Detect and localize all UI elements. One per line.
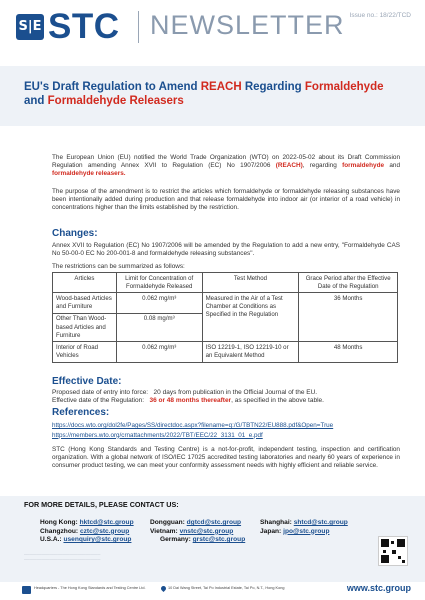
contact-item bbox=[260, 528, 370, 537]
newsletter-header bbox=[0, 0, 425, 62]
contact-item bbox=[150, 519, 260, 528]
title-formaldehyde: Formaldehyde bbox=[304, 81, 384, 93]
contact-region: Vietnam: bbox=[150, 527, 178, 535]
table-cell: 48 Months bbox=[299, 342, 398, 362]
contact-email[interactable]: grstc@stc.group bbox=[192, 536, 246, 544]
contact-region: U.S.A.: bbox=[40, 536, 62, 544]
table-row bbox=[53, 342, 398, 362]
contact-item bbox=[40, 528, 150, 537]
contact-region: Changzhou: bbox=[40, 527, 79, 535]
changes-paragraph: Annex XVII to Regulation (EC) No 1907/2006 will be amended by the Regulation to add a new entry, "Formaldehyde CAS No 50-00-0 EC No 200-001-8 and formaldehyde releasing substances". bbox=[52, 242, 400, 258]
table-cell: Measured in the Air of a Test Chamber at Conditions as Specified in the Regulation bbox=[202, 293, 299, 342]
title-part1: EU's Draft Regulation to Amend bbox=[24, 81, 201, 93]
table-header-row bbox=[53, 273, 398, 293]
changes-heading: Changes: bbox=[52, 228, 98, 239]
qr-code-icon bbox=[378, 536, 408, 566]
contact-row bbox=[40, 536, 370, 545]
intro-text: The European Union (EU) notified the World Trade Organization (WTO) on 2022-05-02 about its Draft Commission Regulation amending Annex XVII to Regulation (EC) No 1907/2006 bbox=[52, 154, 400, 170]
stc-logo-text: STC bbox=[48, 7, 120, 46]
table-header: Test Method bbox=[202, 273, 299, 293]
contact-region: Germany: bbox=[160, 536, 191, 544]
contact-email[interactable]: cztc@stc.group bbox=[79, 527, 130, 535]
table-header: Articles bbox=[53, 273, 117, 293]
contact-email[interactable]: dgtcd@stc.group bbox=[186, 519, 242, 526]
disclaimer-text: ────────────────────────────── ────────────────────────────── bbox=[24, 553, 101, 562]
contact-item bbox=[40, 519, 150, 528]
intro-reach: (REACH) bbox=[275, 162, 303, 170]
contact-row bbox=[40, 528, 370, 537]
reference-link-wto-doc[interactable]: https://docs.wto.org/dol2fe/Pages/SS/directdoc.aspx?filename=q:/G/TBTN22/EU888.pdf&Open=True bbox=[52, 422, 334, 429]
about-stc-paragraph: STC (Hong Kong Standards and Testing Centre) is a not-for-profit, independent testing, inspection and certification organization. With a global network of ISO/IEC 17025 accredited testing laboratories and nearly 60 years of experience in consumer product testing, we can meet your conformity assessment needs with highly efficient and reliable service. bbox=[52, 446, 400, 470]
effective-date-lines bbox=[52, 389, 324, 406]
table-cell: Wood-based Articles and Furniture bbox=[53, 293, 117, 313]
contact-region: Dongguan: bbox=[150, 519, 185, 526]
contact-list bbox=[40, 519, 370, 545]
entry-value: 20 days from publication in the Official Journal of the EU. bbox=[153, 389, 318, 396]
contact-title: FOR MORE DETAILS, PLEASE CONTACT US: bbox=[24, 500, 179, 509]
title-part2: Regarding bbox=[241, 81, 305, 93]
footer-address: 10 Dai Wang Street, Tai Po Industrial Estate, Tai Po, N.T., Hong Kong bbox=[168, 586, 285, 590]
contact-item bbox=[40, 536, 160, 545]
title-releasers: Formaldehyde Releasers bbox=[47, 94, 184, 107]
contact-email[interactable]: hktcd@stc.group bbox=[79, 519, 134, 526]
issue-number: Issue no.: 18/22/TCD bbox=[349, 12, 411, 19]
references-heading: References: bbox=[52, 407, 110, 418]
effective-label: Effective date of the Regulation: bbox=[52, 397, 145, 405]
table-cell: 0.062 mg/m³ bbox=[116, 342, 202, 362]
effective-tail: , as specified in the above table. bbox=[231, 397, 324, 405]
contact-email[interactable]: shtcd@stc.group bbox=[293, 519, 348, 526]
table-cell: Interior of Road Vehicles bbox=[53, 342, 117, 362]
contact-email[interactable]: vnstc@stc.group bbox=[179, 527, 234, 535]
intro-releasers: formaldehyde releasers. bbox=[52, 170, 126, 178]
effective-line bbox=[52, 397, 324, 405]
contact-item bbox=[260, 519, 370, 528]
entry-label: Proposed date of entry into force: bbox=[52, 389, 149, 396]
table-cell: Other Than Wood-based Articles and Furniture bbox=[53, 313, 117, 342]
stc-logo-icon: S|E bbox=[16, 14, 44, 40]
entry-into-force-line bbox=[52, 389, 324, 397]
reference-link-wto-attachment[interactable]: https://members.wto.org/crnattachments/2022/TBT/EEC/22_3131_01_e.pdf bbox=[52, 431, 263, 439]
footer-website-link[interactable]: www.stc.group bbox=[346, 583, 411, 593]
contact-item bbox=[150, 528, 260, 537]
footer-headquarters: Headquarters - The Hong Kong Standards and Testing Centre Ltd. bbox=[34, 586, 146, 590]
newsletter-label: NEWSLETTER bbox=[150, 10, 345, 40]
intro-mid: , regarding bbox=[302, 162, 343, 170]
references-list bbox=[52, 421, 333, 440]
table-cell: 0.08 mg/m³ bbox=[116, 313, 202, 342]
table-header: Grace Period after the Effective Date of the Regulation bbox=[299, 273, 398, 293]
contact-region: Hong Kong: bbox=[40, 519, 78, 526]
purpose-paragraph: The purpose of the amendment is to restrict the articles which formaldehyde or formaldehyde releasing substances have been intentionally added during production and that release formaldehyde into indoor air (or interior of a road vehicle) in concentrations higher than the limits established by the restriction. bbox=[52, 188, 400, 212]
restrictions-intro: The restrictions can be summarized as follows: bbox=[52, 263, 185, 270]
contact-email[interactable]: jpo@stc.group bbox=[283, 527, 330, 535]
table-cell: 0.062 mg/m³ bbox=[116, 293, 202, 313]
intro-and: and bbox=[384, 162, 401, 170]
article-title bbox=[24, 81, 404, 108]
table-header: Limit for Concentration of Formaldehyde Released bbox=[116, 273, 202, 293]
effective-value: 36 or 48 months thereafter bbox=[149, 397, 232, 405]
title-reach: REACH bbox=[200, 81, 242, 93]
table-cell: 36 Months bbox=[299, 293, 398, 342]
contact-region: Shanghai: bbox=[260, 519, 292, 526]
title-part3: and bbox=[24, 94, 48, 107]
effective-date-heading: Effective Date: bbox=[52, 376, 122, 387]
table-cell: ISO 12219-1, ISO 12219-10 or an Equivalent Method bbox=[202, 342, 299, 362]
header-divider bbox=[138, 11, 139, 43]
intro-formaldehyde: formaldehyde bbox=[342, 162, 385, 170]
table-row bbox=[53, 293, 398, 313]
contact-row bbox=[40, 519, 370, 528]
footer-logo-icon bbox=[22, 586, 31, 594]
restrictions-table bbox=[52, 272, 398, 363]
contact-email[interactable]: usenquiry@stc.group bbox=[63, 536, 132, 544]
contact-item bbox=[160, 536, 280, 545]
intro-paragraph bbox=[52, 154, 400, 179]
contact-region: Japan: bbox=[260, 527, 282, 535]
